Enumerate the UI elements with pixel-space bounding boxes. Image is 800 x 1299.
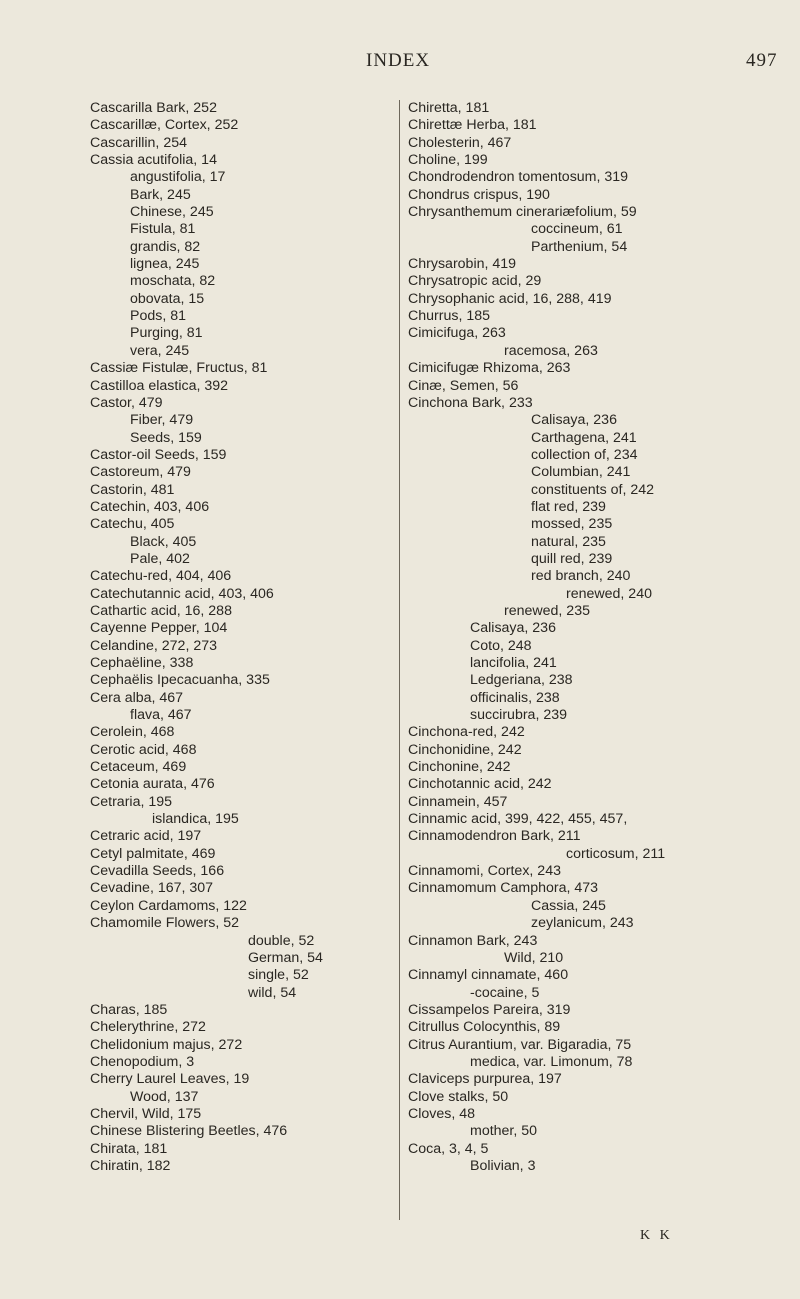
index-entry: mother, 50 bbox=[470, 1123, 538, 1140]
index-entry: Castilloa elastica, 392 bbox=[90, 377, 229, 394]
index-entry: coccineum, 61 bbox=[531, 221, 623, 238]
index-entry: Cevadine, 167, 307 bbox=[90, 880, 214, 897]
index-entry: renewed, 235 bbox=[504, 602, 590, 619]
index-entry: Cinnamon Bark, 243 bbox=[408, 932, 538, 949]
index-entry: Castorin, 481 bbox=[90, 481, 175, 498]
index-entry: Cetraria, 195 bbox=[90, 793, 173, 810]
index-entry: Carthagena, 241 bbox=[531, 429, 637, 446]
index-entry: Castoreum, 479 bbox=[90, 464, 191, 481]
index-entry: Cephaëline, 338 bbox=[90, 655, 194, 671]
index-entry: officinalis, 238 bbox=[470, 689, 560, 706]
column-divider bbox=[399, 100, 400, 1220]
index-entry: Cinnamyl cinnamate, 460 bbox=[408, 967, 569, 984]
index-entry: -cocaine, 5 bbox=[470, 984, 540, 1001]
index-entry: German, 54 bbox=[248, 949, 323, 966]
index-entry: Chondrodendron tomentosum, 319 bbox=[408, 169, 629, 186]
index-entry: Catechu-red, 404, 406 bbox=[90, 568, 232, 585]
index-entry: Wood, 137 bbox=[130, 1088, 199, 1105]
index-entry: Wild, 210 bbox=[504, 949, 564, 966]
index-entry: red branch, 240 bbox=[531, 568, 631, 585]
index-entry: Cetyl palmitate, 469 bbox=[90, 845, 216, 862]
index-entry: Cinchona Bark, 233 bbox=[408, 394, 533, 411]
index-entry: Black, 405 bbox=[130, 533, 197, 550]
index-entry: Chelidonium majus, 272 bbox=[90, 1036, 243, 1053]
index-entry: Purging, 81 bbox=[130, 325, 203, 342]
index-entry: Cetaceum, 469 bbox=[90, 759, 187, 776]
index-entry: Cascarillin, 254 bbox=[90, 134, 187, 151]
index-entry: Chirata, 181 bbox=[90, 1140, 168, 1157]
index-entry: obovata, 15 bbox=[130, 290, 205, 307]
index-entry: Cera alba, 467 bbox=[90, 689, 184, 706]
index-entry: Catechutannic acid, 403, 406 bbox=[90, 585, 274, 602]
index-entry: Citrus Aurantium, var. Bigaradia, 75 bbox=[408, 1036, 632, 1053]
index-entry: Cloves, 48 bbox=[408, 1105, 476, 1122]
index-entry: Coto, 248 bbox=[470, 637, 532, 654]
index-entry: Castor-oil Seeds, 159 bbox=[90, 446, 227, 463]
index-entry: moschata, 82 bbox=[130, 273, 216, 290]
index-entry: Chrysanthemum cinerariæfolium, 59 bbox=[408, 204, 637, 221]
index-entry: Celandine, 272, 273 bbox=[90, 637, 218, 654]
index-entry: zeylanicum, 243 bbox=[531, 915, 634, 932]
index-entry: Cetonia aurata, 476 bbox=[90, 776, 215, 793]
index-entry: Chondrus crispus, 190 bbox=[408, 186, 550, 203]
index-entry: Chelerythrine, 272 bbox=[90, 1019, 206, 1036]
index-entry: Chinese Blistering Beetles, 476 bbox=[90, 1123, 288, 1140]
index-entry: flat red, 239 bbox=[531, 498, 606, 515]
index-entry: Citrullus Colocynthis, 89 bbox=[408, 1019, 561, 1036]
index-entry: renewed, 240 bbox=[566, 585, 652, 602]
index-entry: Fiber, 479 bbox=[130, 412, 194, 429]
index-entry: Cinnamomi, Cortex, 243 bbox=[408, 863, 561, 880]
index-entry: Calisaya, 236 bbox=[470, 620, 556, 637]
index-entry: Bark, 245 bbox=[130, 186, 191, 203]
index-entry: Seeds, 159 bbox=[130, 429, 202, 446]
index-entry: corticosum, 211 bbox=[566, 845, 666, 862]
index-entry: Cinchotannic acid, 242 bbox=[408, 776, 552, 793]
index-entry: Chiretta, 181 bbox=[408, 100, 490, 116]
index-entry: Choline, 199 bbox=[408, 152, 488, 169]
index-entry: Cascarillæ, Cortex, 252 bbox=[90, 117, 239, 134]
index-entry: wild, 54 bbox=[248, 984, 297, 1001]
index-entry: mossed, 235 bbox=[531, 516, 613, 533]
index-entry: Catechin, 403, 406 bbox=[90, 498, 210, 515]
index-entry: Clove stalks, 50 bbox=[408, 1088, 509, 1105]
signature-mark: K K bbox=[640, 1228, 673, 1243]
page-number: 497 bbox=[746, 50, 778, 71]
index-entry: Pods, 81 bbox=[130, 308, 187, 325]
index-entry: constituents of, 242 bbox=[531, 481, 655, 498]
index-entry: Ceylon Cardamoms, 122 bbox=[90, 897, 247, 914]
index-entry: Cascarilla Bark, 252 bbox=[90, 100, 217, 116]
index-entry: collection of, 234 bbox=[531, 446, 638, 463]
index-entry: Bolivian, 3 bbox=[470, 1157, 536, 1174]
index-entry: Cerotic acid, 468 bbox=[90, 741, 197, 758]
index-entry: Charas, 185 bbox=[90, 1001, 168, 1018]
index-entry: Cinchonidine, 242 bbox=[408, 741, 522, 758]
index-entry: Cimicifuga, 263 bbox=[408, 325, 506, 342]
index-entry: Parthenium, 54 bbox=[531, 238, 628, 255]
index-entry: vera, 245 bbox=[130, 342, 190, 359]
index-entry: medica, var. Limonum, 78 bbox=[470, 1053, 633, 1070]
index-entry: Chrysarobin, 419 bbox=[408, 256, 517, 273]
index-entry: Cissampelos Pareira, 319 bbox=[408, 1001, 571, 1018]
index-entry: Chrysatropic acid, 29 bbox=[408, 273, 542, 290]
index-entry: Cephaëlis Ipecacuanha, 335 bbox=[90, 672, 270, 689]
page-title: INDEX bbox=[366, 50, 431, 71]
index-column-left bbox=[90, 100, 390, 1175]
index-entry: Cimicifugæ Rhizoma, 263 bbox=[408, 360, 571, 377]
index-entry: Chiratin, 182 bbox=[90, 1157, 171, 1174]
index-entry: Cetraric acid, 197 bbox=[90, 828, 202, 845]
index-entry: Chirettæ Herba, 181 bbox=[408, 117, 537, 134]
index-entry: angustifolia, 17 bbox=[130, 169, 226, 186]
index-entry: racemosa, 263 bbox=[504, 342, 598, 359]
index-entry: Claviceps purpurea, 197 bbox=[408, 1071, 562, 1088]
index-entry: Fistula, 81 bbox=[130, 221, 196, 238]
index-entry: Catechu, 405 bbox=[90, 516, 175, 533]
index-entry: Chrysophanic acid, 16, 288, 419 bbox=[408, 290, 612, 307]
index-entry: double, 52 bbox=[248, 932, 315, 949]
index-entry: quill red, 239 bbox=[531, 550, 613, 567]
index-entry: grandis, 82 bbox=[130, 238, 201, 255]
index-entry: Cassia, 245 bbox=[531, 897, 606, 914]
index-entry: lancifolia, 241 bbox=[470, 655, 557, 671]
index-entry: Cayenne Pepper, 104 bbox=[90, 620, 228, 637]
index-entry: islandica, 195 bbox=[152, 811, 239, 828]
index-entry: Chervil, Wild, 175 bbox=[90, 1105, 202, 1122]
index-entry: natural, 235 bbox=[531, 533, 606, 550]
index-entry: Chinese, 245 bbox=[130, 204, 214, 221]
index-entry: Castor, 479 bbox=[90, 394, 163, 411]
index-entry: Chenopodium, 3 bbox=[90, 1053, 195, 1070]
index-entry: Cassiæ Fistulæ, Fructus, 81 bbox=[90, 360, 268, 377]
index-entry: Ledgeriana, 238 bbox=[470, 672, 573, 689]
index-entry: Cholesterin, 467 bbox=[408, 134, 512, 151]
index-entry: Coca, 3, 4, 5 bbox=[408, 1140, 489, 1157]
index-entry: Cinnamein, 457 bbox=[408, 793, 508, 810]
index-entry: Chamomile Flowers, 52 bbox=[90, 915, 240, 932]
index-entry: Cassia acutifolia, 14 bbox=[90, 152, 217, 169]
index-entry: Cinchona-red, 242 bbox=[408, 724, 525, 741]
index-entry: Pale, 402 bbox=[130, 550, 190, 567]
index-entry: Cerolein, 468 bbox=[90, 724, 175, 741]
index-entry: flava, 467 bbox=[130, 707, 192, 724]
index-column-right bbox=[408, 100, 788, 1175]
index-entry: Cinnamomum Camphora, 473 bbox=[408, 880, 599, 897]
index-entry: Cevadilla Seeds, 166 bbox=[90, 863, 225, 880]
index-entry: Cinæ, Semen, 56 bbox=[408, 377, 519, 394]
index-entry: Calisaya, 236 bbox=[531, 412, 617, 429]
index-entry: Churrus, 185 bbox=[408, 308, 491, 325]
index-entry: Cinnamic acid, 399, 422, 455, 457, bbox=[408, 811, 628, 828]
index-entry: succirubra, 239 bbox=[470, 707, 567, 724]
index-entry: Columbian, 241 bbox=[531, 464, 631, 481]
index-entry: lignea, 245 bbox=[130, 256, 200, 273]
page-header bbox=[0, 50, 800, 80]
index-entry: single, 52 bbox=[248, 967, 309, 984]
index-entry: Cinnamodendron Bark, 211 bbox=[408, 828, 581, 845]
index-entry: Cinchonine, 242 bbox=[408, 759, 511, 776]
index-entry: Cathartic acid, 16, 288 bbox=[90, 602, 232, 619]
index-entry: Cherry Laurel Leaves, 19 bbox=[90, 1071, 250, 1088]
